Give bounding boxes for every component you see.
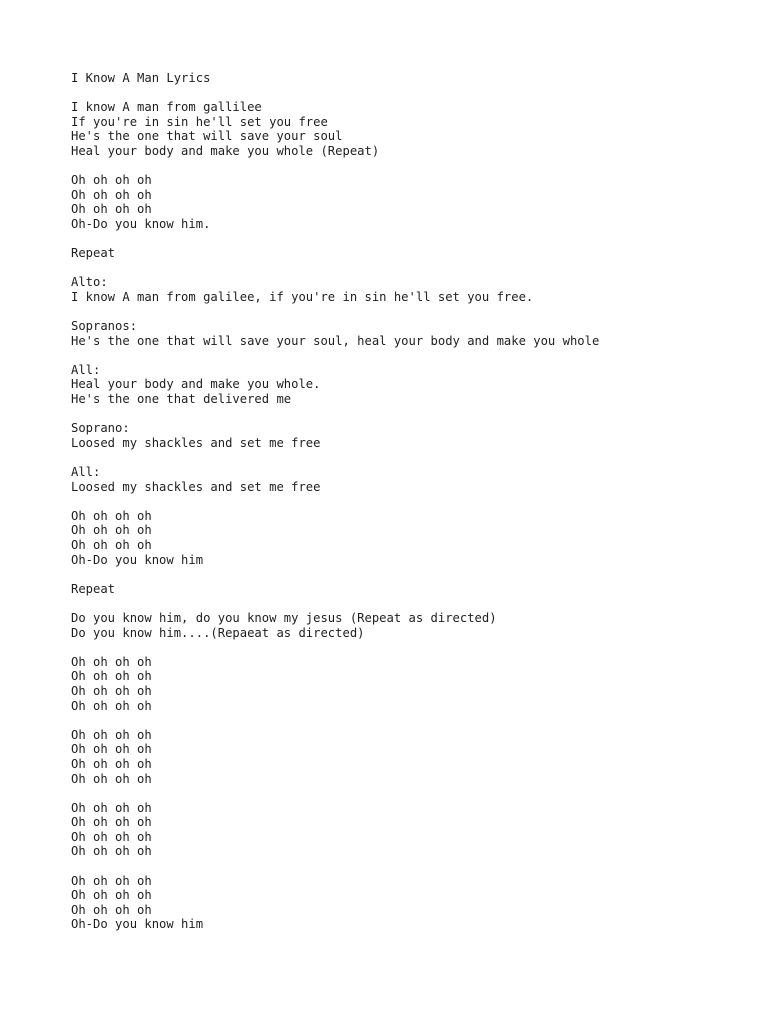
blank-line [71, 567, 748, 582]
lyric-line: Oh-Do you know him. [71, 216, 211, 231]
lyric-line: Loosed my shackles and set me free [71, 435, 321, 450]
lyric-line: Do you know him....(Repaeat as directed) [71, 625, 365, 640]
document-title: I Know A Man Lyrics [71, 71, 211, 85]
lyric-line: Oh oh oh oh [71, 815, 152, 830]
lyric-line: I know A man from gallilee [71, 100, 262, 115]
lyrics-body [71, 86, 748, 932]
document-page [71, 71, 748, 932]
lyric-line: Heal your body and make you whole. [71, 377, 321, 392]
blank-line [71, 86, 748, 101]
lyric-line: He's the one that will save your soul, heal your body and make you whole [71, 333, 600, 348]
lyric-line: Repeat [71, 246, 116, 261]
lyric-line: Oh oh oh oh [71, 727, 152, 742]
blank-line [71, 407, 748, 422]
blank-line [71, 713, 748, 728]
lyric-line: Oh oh oh oh [71, 756, 152, 771]
blank-line [71, 348, 748, 363]
lyric-line: Oh oh oh oh [71, 829, 152, 844]
lyric-line: Oh oh oh oh [71, 683, 152, 698]
lyric-line: Oh oh oh oh [71, 742, 152, 757]
lyric-line: I know A man from galilee, if you're in sin he'll set you free. [71, 289, 534, 304]
lyric-line: Oh oh oh oh [71, 669, 152, 684]
blank-line [71, 159, 748, 174]
blank-line [71, 494, 748, 509]
blank-line [71, 859, 748, 874]
lyric-line: Oh oh oh oh [71, 888, 152, 903]
lyric-line: Oh-Do you know him [71, 552, 204, 567]
lyric-line: Soprano: [71, 421, 130, 436]
lyric-line: Heal your body and make you whole (Repeat) [71, 143, 380, 158]
lyric-line: Oh oh oh oh [71, 202, 152, 217]
lyric-line: Oh oh oh oh [71, 698, 152, 713]
blank-line [71, 596, 748, 611]
lyric-line: Oh oh oh oh [71, 873, 152, 888]
blank-line [71, 450, 748, 465]
blank-line [71, 786, 748, 801]
lyric-line: Oh oh oh oh [71, 771, 152, 786]
lyric-line: Oh oh oh oh [71, 538, 152, 552]
lyric-line: Oh-Do you know him [71, 917, 204, 932]
blank-line [71, 305, 748, 320]
lyric-line: Oh oh oh oh [71, 523, 152, 538]
lyric-line: Oh oh oh oh [71, 654, 152, 669]
lyric-line: If you're in sin he'll set you free [71, 114, 328, 129]
lyric-line: Oh oh oh oh [71, 844, 152, 859]
blank-line [71, 232, 748, 247]
lyric-line: Alto: [71, 275, 108, 290]
lyric-line: He's the one that will save your soul [71, 129, 343, 144]
lyric-line: Oh oh oh oh [71, 173, 152, 188]
lyric-line: Repeat [71, 581, 116, 596]
lyric-line: Loosed my shackles and set me free [71, 479, 321, 494]
lyric-line: All: [71, 362, 101, 377]
lyric-line: Oh oh oh oh [71, 800, 152, 815]
lyric-line: All: [71, 465, 101, 480]
blank-line [71, 261, 748, 276]
blank-line [71, 640, 748, 655]
lyric-line: Oh oh oh oh [71, 187, 152, 202]
lyric-line: Oh oh oh oh [71, 902, 152, 917]
lyric-line: Do you know him, do you know my jesus (Repeat as directed) [71, 610, 497, 625]
lyric-line: Sopranos: [71, 319, 138, 334]
lyric-line: He's the one that delivered me [71, 392, 292, 407]
lyric-line: Oh oh oh oh [71, 508, 152, 523]
